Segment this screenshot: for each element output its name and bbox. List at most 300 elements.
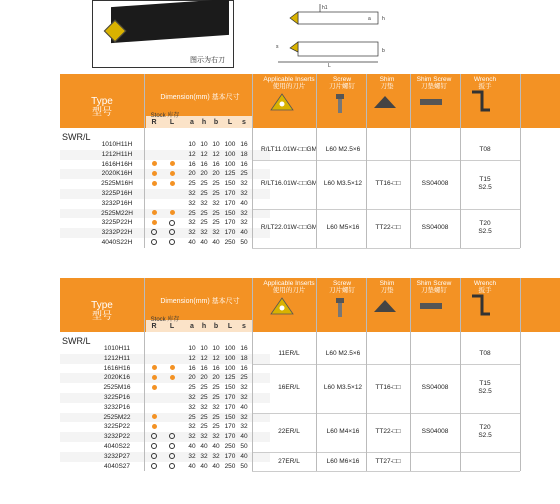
row-model: 4040S22H [101, 239, 133, 246]
type-label-en: Type [91, 96, 113, 107]
row-dim-s: 50 [240, 239, 248, 246]
group-insert: 11ER/L [278, 349, 300, 357]
row-stock-R [148, 452, 160, 462]
column-divider [460, 278, 461, 471]
table-row [60, 442, 270, 452]
order-ring-icon [151, 463, 157, 469]
group-shim-screw: SS04008 [421, 428, 449, 436]
row-dim-b: 40 [212, 239, 220, 246]
row-dim-s: 16 [240, 141, 248, 148]
column-divider [144, 278, 145, 471]
row-stock-R [148, 364, 160, 374]
row-dim-h: 32 [200, 229, 208, 237]
col-header-en: Screw [332, 76, 352, 83]
group-divider [252, 209, 520, 210]
group-screw: L60 M4×16 [326, 428, 360, 436]
group-shim-screw: SS04008 [421, 224, 449, 232]
group-shim-screw: SS04008 [421, 180, 449, 188]
row-model: 3225P16H [101, 190, 133, 197]
in-stock-dot-icon [152, 210, 157, 215]
group-divider [252, 471, 520, 472]
dim-s-label: s [276, 44, 279, 50]
row-model: 2525M22 [103, 413, 131, 421]
row-dim-b: 32 [212, 433, 220, 441]
order-ring-icon [151, 433, 157, 439]
table-row [60, 189, 270, 199]
group-divider [252, 248, 520, 249]
row-dim-Ln: 100 [224, 141, 236, 148]
row-dim-a: 16 [188, 160, 196, 168]
row-dim-s: 40 [240, 199, 248, 207]
row-dim-b: 40 [212, 443, 220, 450]
row-dim-Ln: 170 [224, 423, 236, 431]
row-dim-s: 40 [240, 229, 248, 237]
col-header-cn: 扳手 [478, 83, 492, 90]
column-divider [316, 74, 317, 248]
row-model: 1010H11H [101, 141, 133, 148]
order-ring-icon [151, 229, 157, 235]
row-dim-Ln: 100 [224, 160, 236, 168]
row-dim-s: 18 [240, 354, 248, 362]
row-dim-a: 32 [188, 190, 196, 197]
subcol-R: R [151, 323, 157, 330]
series-label: SWR/L [62, 132, 91, 142]
subcol-L: L [169, 119, 175, 126]
table-row [60, 209, 270, 219]
row-dim-h: 40 [200, 239, 208, 246]
row-dim-h: 25 [200, 423, 208, 431]
column-divider [520, 278, 521, 471]
table-row [60, 354, 270, 364]
row-model: 1212H11 [104, 354, 130, 362]
group-wrench: T08 [479, 145, 491, 153]
row-stock-L [166, 432, 178, 442]
type-label-cn: 型号 [92, 107, 112, 118]
column-divider [410, 74, 411, 248]
type-label-en: Type [91, 300, 113, 311]
in-stock-dot-icon [152, 181, 157, 186]
row-model: 2020K16H [101, 170, 133, 178]
table-row [60, 413, 270, 423]
row-dim-h: 25 [200, 394, 208, 401]
subcol-h: h [201, 119, 207, 126]
column-divider [366, 278, 367, 471]
col-header-en: Shim [379, 280, 395, 287]
row-dim-a: 12 [188, 150, 196, 158]
table-row [60, 169, 270, 179]
in-stock-dot-icon [170, 181, 175, 186]
wrench-image [468, 292, 494, 316]
row-dim-Ln: 250 [224, 462, 236, 470]
row-dim-a: 16 [188, 364, 196, 372]
row-dim-h: 32 [200, 433, 208, 441]
row-stock-R [148, 169, 160, 179]
series-label: SWR/L [62, 336, 91, 346]
row-stock-L [166, 452, 178, 462]
group-screw: L60 M5×16 [326, 224, 360, 232]
row-dim-Ln: 170 [224, 190, 236, 197]
row-dim-h: 32 [200, 452, 208, 460]
row-dim-a: 25 [188, 209, 196, 217]
table-row [60, 344, 270, 354]
order-ring-icon [151, 453, 157, 459]
col-header-en: Shim [379, 76, 395, 83]
row-dim-h: 25 [200, 180, 208, 188]
row-dim-Ln: 100 [224, 150, 236, 158]
group-divider [252, 452, 520, 453]
row-dim-Ln: 100 [224, 345, 236, 352]
row-dim-b: 10 [212, 141, 220, 148]
row-dim-h: 10 [200, 345, 208, 352]
table-row [60, 364, 270, 374]
row-dim-Ln: 100 [224, 354, 236, 362]
row-dim-a: 12 [188, 354, 196, 362]
in-stock-dot-icon [170, 171, 175, 176]
in-stock-dot-icon [152, 220, 157, 225]
group-wrench: T08 [479, 349, 491, 357]
group-wrench: T15 [479, 176, 491, 184]
shim-image [370, 94, 400, 110]
row-dim-b: 12 [212, 150, 220, 158]
order-ring-icon [169, 239, 175, 245]
row-dim-Ln: 250 [224, 443, 236, 450]
group-wrench: T20 [479, 220, 491, 228]
dim-a-label: a [368, 16, 371, 22]
row-model: 4040S22 [103, 443, 131, 450]
group-shim: TT16-□□ [375, 384, 401, 392]
row-dim-s: 40 [240, 452, 248, 460]
row-stock-L [166, 462, 178, 472]
row-dim-a: 25 [188, 413, 196, 421]
row-stock-L [166, 228, 178, 238]
row-dim-s: 32 [240, 423, 248, 431]
row-dim-h: 40 [200, 462, 208, 470]
row-model: 3232P27 [103, 452, 131, 460]
order-ring-icon [169, 453, 175, 459]
row-dim-s: 16 [240, 160, 248, 168]
group-insert: 16ER/L [278, 384, 300, 392]
group-screw: L60 M2.5×6 [325, 349, 361, 357]
row-dim-h: 32 [200, 199, 208, 207]
row-dim-h: 25 [200, 384, 208, 392]
row-dim-h: 25 [200, 413, 208, 421]
table-row [60, 160, 270, 170]
row-dim-a: 10 [188, 141, 196, 148]
screw-image [326, 296, 354, 318]
table-holders-gm [0, 74, 560, 274]
group-shim: TT22-□□ [375, 224, 401, 232]
col-header-en: Screw [332, 280, 352, 287]
row-stock-R [148, 238, 160, 248]
group-wrench-2: S2.5 [478, 228, 492, 236]
group-shim: TT27-□□ [375, 457, 401, 465]
row-stock-R [148, 462, 160, 472]
row-dim-Ln: 170 [224, 219, 236, 227]
row-model: 3225P16 [103, 394, 131, 401]
row-dim-b: 32 [212, 452, 220, 460]
subcol-h: h [201, 323, 207, 330]
order-ring-icon [169, 220, 175, 226]
shim-screw-image [418, 94, 446, 110]
column-divider [366, 74, 367, 248]
subcol-R: R [151, 119, 157, 126]
row-dim-s: 50 [240, 462, 248, 470]
row-dim-a: 32 [188, 423, 196, 431]
group-insert: R/LT22.01W-□□GM [260, 224, 318, 232]
row-model: 3232P22H [101, 229, 133, 237]
table-row [60, 462, 270, 472]
row-dim-s: 40 [240, 433, 248, 441]
row-dim-s: 32 [240, 209, 248, 217]
row-dim-b: 25 [212, 219, 220, 227]
order-ring-icon [151, 239, 157, 245]
in-stock-dot-icon [152, 414, 157, 419]
table-row [60, 452, 270, 462]
row-model: 2525M16 [103, 384, 131, 392]
col-header-cn: 使用的刀片 [272, 83, 306, 90]
group-wrench: T15 [479, 380, 491, 388]
dimension-title: Dimension(mm) 基本尺寸 [160, 298, 240, 305]
row-dim-b: 32 [212, 229, 220, 237]
row-stock-L [166, 364, 178, 374]
row-stock-L [166, 238, 178, 248]
group-screw: L60 M3.5×12 [323, 180, 363, 188]
row-dim-Ln: 170 [224, 394, 236, 401]
order-ring-icon [169, 229, 175, 235]
row-dim-b: 25 [212, 209, 220, 217]
row-dim-a: 40 [188, 462, 196, 470]
row-dim-b: 40 [212, 462, 220, 470]
group-divider [252, 413, 520, 414]
stock-label: Stock 库存 [150, 317, 180, 323]
row-dim-a: 32 [188, 229, 196, 237]
row-stock-L [166, 218, 178, 228]
group-wrench: T20 [479, 424, 491, 432]
col-header-cn: 刀垫 [380, 287, 394, 294]
dim-h1-label: h1 [322, 5, 328, 11]
subcol-b: b [213, 323, 219, 330]
group-screw: L60 M6×16 [326, 457, 360, 465]
row-dim-s: 32 [240, 180, 248, 188]
row-stock-R [148, 413, 160, 423]
shim-screw-image [418, 298, 446, 314]
in-stock-dot-icon [152, 161, 157, 166]
row-stock-R [148, 432, 160, 442]
row-dim-b: 20 [212, 170, 220, 178]
in-stock-dot-icon [152, 385, 157, 390]
holder-shank-image [111, 0, 229, 43]
row-dim-h: 20 [200, 170, 208, 178]
row-model: 2020K16 [103, 374, 131, 382]
row-model: 1212H11H [101, 150, 133, 158]
table-row [60, 432, 270, 442]
row-dim-a: 32 [188, 433, 196, 441]
table-row [60, 218, 270, 228]
row-dim-b: 16 [212, 364, 220, 372]
row-stock-L [166, 179, 178, 189]
group-insert: R/LT16.01W-□□GM [260, 180, 318, 188]
row-dim-s: 25 [240, 374, 248, 382]
row-dim-Ln: 150 [224, 384, 236, 392]
row-dim-b: 25 [212, 384, 220, 392]
row-dim-Ln: 150 [224, 413, 236, 421]
row-dim-b: 25 [212, 394, 220, 401]
row-model: 2525M22H [101, 209, 133, 217]
column-divider [316, 278, 317, 471]
row-dim-s: 16 [240, 345, 248, 352]
subcol-L: L [169, 323, 175, 330]
row-stock-R [148, 228, 160, 238]
row-dim-h: 32 [200, 403, 208, 411]
wrench-image [468, 88, 494, 112]
table-row [60, 422, 270, 432]
row-dim-b: 32 [212, 199, 220, 207]
in-stock-dot-icon [170, 375, 175, 380]
row-dim-Ln: 170 [224, 229, 236, 237]
row-stock-R [148, 442, 160, 452]
row-dim-s: 18 [240, 150, 248, 158]
row-dim-Ln: 170 [224, 403, 236, 411]
photo-caption: 图示为右刀 [190, 56, 225, 64]
group-shim-screw: SS04008 [421, 384, 449, 392]
group-screw: L60 M2.5×6 [325, 145, 361, 153]
screw-image [326, 92, 354, 114]
row-dim-Ln: 150 [224, 180, 236, 188]
column-divider [252, 278, 253, 471]
col-header-en: Shim Screw [416, 76, 452, 83]
table-row [60, 150, 270, 160]
table-row [60, 238, 270, 248]
row-dim-Ln: 170 [224, 452, 236, 460]
in-stock-dot-icon [152, 375, 157, 380]
row-dim-a: 40 [188, 239, 196, 246]
table-row [60, 403, 270, 413]
column-divider [144, 74, 145, 248]
group-wrench-2: S2.5 [478, 432, 492, 440]
row-dim-a: 10 [188, 345, 196, 352]
row-dim-s: 40 [240, 403, 248, 411]
row-dim-b: 12 [212, 354, 220, 362]
row-dim-h: 12 [200, 354, 208, 362]
row-dim-b: 25 [212, 180, 220, 188]
row-dim-b: 10 [212, 345, 220, 352]
group-divider [252, 160, 520, 161]
dim-b-label: b [382, 48, 385, 54]
table-row [60, 140, 270, 150]
row-model: 2525M16H [101, 180, 133, 188]
row-dim-s: 16 [240, 364, 248, 372]
column-divider [460, 74, 461, 248]
col-header-en: Wrench [473, 76, 497, 83]
row-stock-R [148, 373, 160, 383]
row-dim-a: 32 [188, 394, 196, 401]
row-model: 3232P16H [101, 199, 133, 207]
row-stock-L [166, 373, 178, 383]
col-header-cn: 刀片螺钉 [329, 83, 355, 90]
in-stock-dot-icon [152, 365, 157, 370]
row-stock-L [166, 209, 178, 219]
table-row [60, 179, 270, 189]
row-dim-s: 32 [240, 413, 248, 421]
col-header-cn: 刀垫 [380, 83, 394, 90]
shim-image [370, 298, 400, 314]
row-dim-b: 25 [212, 413, 220, 421]
row-model: 1010H11 [104, 345, 130, 352]
group-divider [252, 364, 520, 365]
row-stock-R [148, 160, 160, 170]
row-stock-R [148, 218, 160, 228]
row-dim-Ln: 100 [224, 364, 236, 372]
row-dim-h: 25 [200, 190, 208, 197]
col-header-cn: 刀垫螺钉 [421, 287, 447, 294]
type-label-cn: 型号 [92, 311, 112, 322]
column-divider [520, 74, 521, 248]
group-wrench-2: S2.5 [478, 388, 492, 396]
row-dim-s: 32 [240, 394, 248, 401]
col-header-en: Shim Screw [416, 280, 452, 287]
row-model: 1616H16H [101, 160, 133, 168]
insert-image [268, 92, 296, 112]
in-stock-dot-icon [152, 171, 157, 176]
col-header-en: Applicable Inserts [263, 76, 315, 83]
table-row [60, 383, 270, 393]
row-dim-b: 20 [212, 374, 220, 382]
row-dim-a: 40 [188, 443, 196, 450]
order-ring-icon [169, 443, 175, 449]
row-dim-h: 20 [200, 374, 208, 382]
subcol-a: a [190, 119, 194, 126]
order-ring-icon [169, 463, 175, 469]
row-dim-h: 10 [200, 141, 208, 148]
row-dim-h: 12 [200, 150, 208, 158]
row-dim-h: 25 [200, 209, 208, 217]
row-stock-L [166, 169, 178, 179]
row-dim-b: 32 [212, 403, 220, 411]
subcol-b: b [213, 119, 219, 126]
row-model: 3225P22 [103, 423, 131, 431]
table-holders-er [0, 278, 560, 504]
row-dim-Ln: 170 [224, 433, 236, 441]
row-dim-s: 25 [240, 170, 248, 178]
col-header-cn: 刀垫螺钉 [421, 83, 447, 90]
row-model: 1616H16 [103, 364, 131, 372]
row-dim-a: 20 [188, 170, 196, 178]
order-ring-icon [169, 433, 175, 439]
row-dim-a: 32 [188, 452, 196, 460]
in-stock-dot-icon [170, 210, 175, 215]
row-dim-Ln: 125 [224, 170, 236, 178]
stock-label: Stock 库存 [150, 113, 180, 119]
subcol-s: s [242, 119, 246, 126]
row-dim-b: 25 [212, 190, 220, 197]
row-dim-a: 20 [188, 374, 196, 382]
order-ring-icon [151, 443, 157, 449]
row-model: 3232P22 [103, 433, 131, 441]
row-dim-b: 25 [212, 423, 220, 431]
in-stock-dot-icon [170, 365, 175, 370]
row-stock-R [148, 209, 160, 219]
in-stock-dot-icon [170, 161, 175, 166]
table-row [60, 373, 270, 383]
group-insert: R/LT11.01W-□□GM [261, 145, 317, 153]
dimension-title: Dimension(mm) 基本尺寸 [160, 94, 240, 101]
dim-L-label: L [328, 63, 331, 68]
group-shim: TT22-□□ [375, 428, 401, 436]
col-header-cn: 使用的刀片 [272, 287, 306, 294]
row-dim-b: 16 [212, 160, 220, 168]
table-row [60, 199, 270, 209]
row-stock-R [148, 383, 160, 393]
